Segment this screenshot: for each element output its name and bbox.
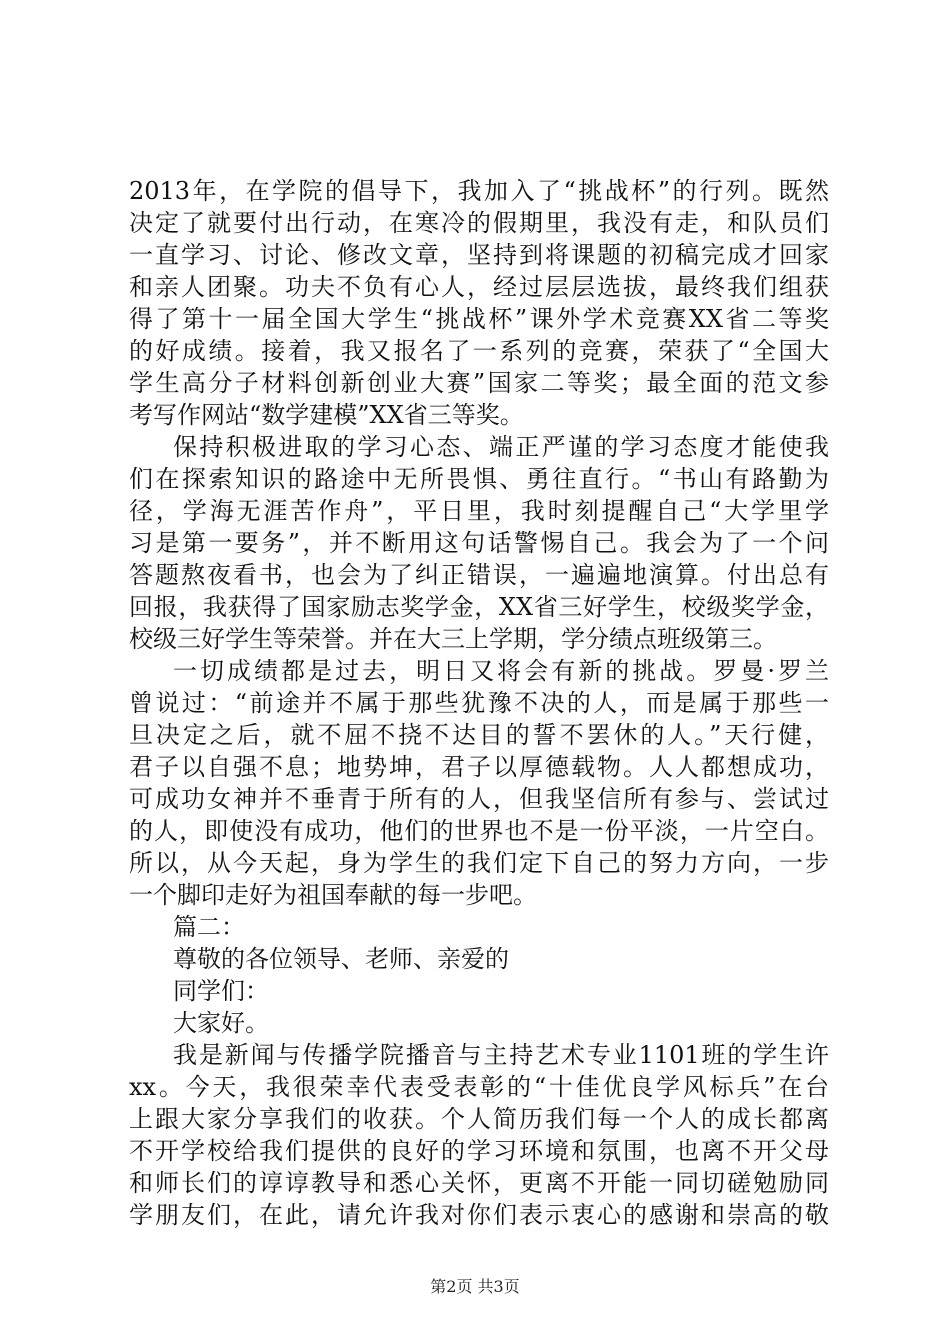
text-line: 旦决定之后，就不屈不挠不达目的誓不罢休的人。”天行健，: [129, 721, 829, 749]
page-number-footer: 第2页 共3页: [430, 1277, 520, 1296]
text-line: 一切成绩都是过去，明日又将会有新的挑战。罗曼·罗兰: [173, 657, 829, 685]
text-line: 的人，即使没有成功，他们的世界也不是一份平淡，一片空白。: [129, 817, 829, 845]
text-line: 习是第一要务”，并不断用这句话警惕自己。我会为了一个问: [129, 529, 829, 557]
text-line: 曾说过：“前途并不属于那些犹豫不决的人，而是属于那些一: [129, 689, 829, 717]
text-line: 尊敬的各位领导、老师、亲爱的: [173, 945, 509, 973]
text-line: 决定了就要付出行动，在寒冷的假期里，我没有走，和队员们: [129, 209, 829, 237]
text-line: 可成功女神并不垂青于所有的人，但我坚信所有参与、尝试过: [129, 785, 829, 813]
text-line: 径，学海无涯苦作舟”，平日里，我时刻提醒自己“大学里学: [129, 497, 829, 525]
text-line: 一个脚印走好为祖国奉献的每一步吧。: [129, 881, 537, 909]
section-heading: 篇二：: [173, 913, 245, 941]
text-line: 的好成绩。接着，我又报名了一系列的竞赛，荣获了“全国大: [129, 337, 829, 365]
text-line: 2013年，在学院的倡导下，我加入了“挑战杯”的行列。既然: [129, 177, 829, 205]
text-line: 和亲人团聚。功夫不负有心人，经过层层选拔，最终我们组获: [129, 273, 829, 301]
text-line: 同学们：: [173, 977, 269, 1005]
text-line: 们在探索知识的路途中无所畏惧、勇往直行。“书山有路勤为: [129, 465, 829, 493]
text-line: 学朋友们，在此，请允许我对你们表示衷心的感谢和崇高的敬: [129, 1201, 829, 1229]
text-line: 学生高分子材料创新创业大赛”国家二等奖；最全面的范文参: [129, 369, 829, 397]
text-line: 君子以自强不息；地势坤，君子以厚德载物。人人都想成功，: [129, 753, 829, 781]
text-line: 大家好。: [173, 1009, 269, 1037]
text-line: 上跟大家分享我们的收获。个人简历我们每一个人的成长都离: [129, 1105, 829, 1133]
text-line: 考写作网站“数学建模”XX省三等奖。: [129, 401, 524, 429]
text-line: 不开学校给我们提供的良好的学习环境和氛围，也离不开父母: [129, 1137, 829, 1165]
text-line: 校级三好学生等荣誉。并在大三上学期，学分绩点班级第三。: [129, 625, 777, 653]
text-line: xx。今天，我很荣幸代表受表彰的“十佳优良学风标兵”在台: [129, 1073, 829, 1101]
text-line: 一直学习、讨论、修改文章，坚持到将课题的初稿完成才回家: [129, 241, 829, 269]
text-line: 答题熬夜看书，也会为了纠正错误，一遍遍地演算。付出总有: [129, 561, 829, 589]
document-body: [129, 175, 829, 1231]
text-line: 所以，从今天起，身为学生的我们定下自己的努力方向，一步: [129, 849, 829, 877]
text-line: 得了第十一届全国大学生“挑战杯”课外学术竞赛XX省二等奖: [129, 305, 829, 333]
text-line: 我是新闻与传播学院播音与主持艺术专业1101班的学生许: [173, 1041, 829, 1069]
text-line: 保持积极进取的学习心态、端正严谨的学习态度才能使我: [173, 433, 829, 461]
text-line: 回报，我获得了国家励志奖学金，XX省三好学生，校级奖学金，: [129, 593, 829, 621]
text-line: 和师长们的谆谆教导和悉心关怀，更离不开能一同切磋勉励同: [129, 1169, 829, 1197]
